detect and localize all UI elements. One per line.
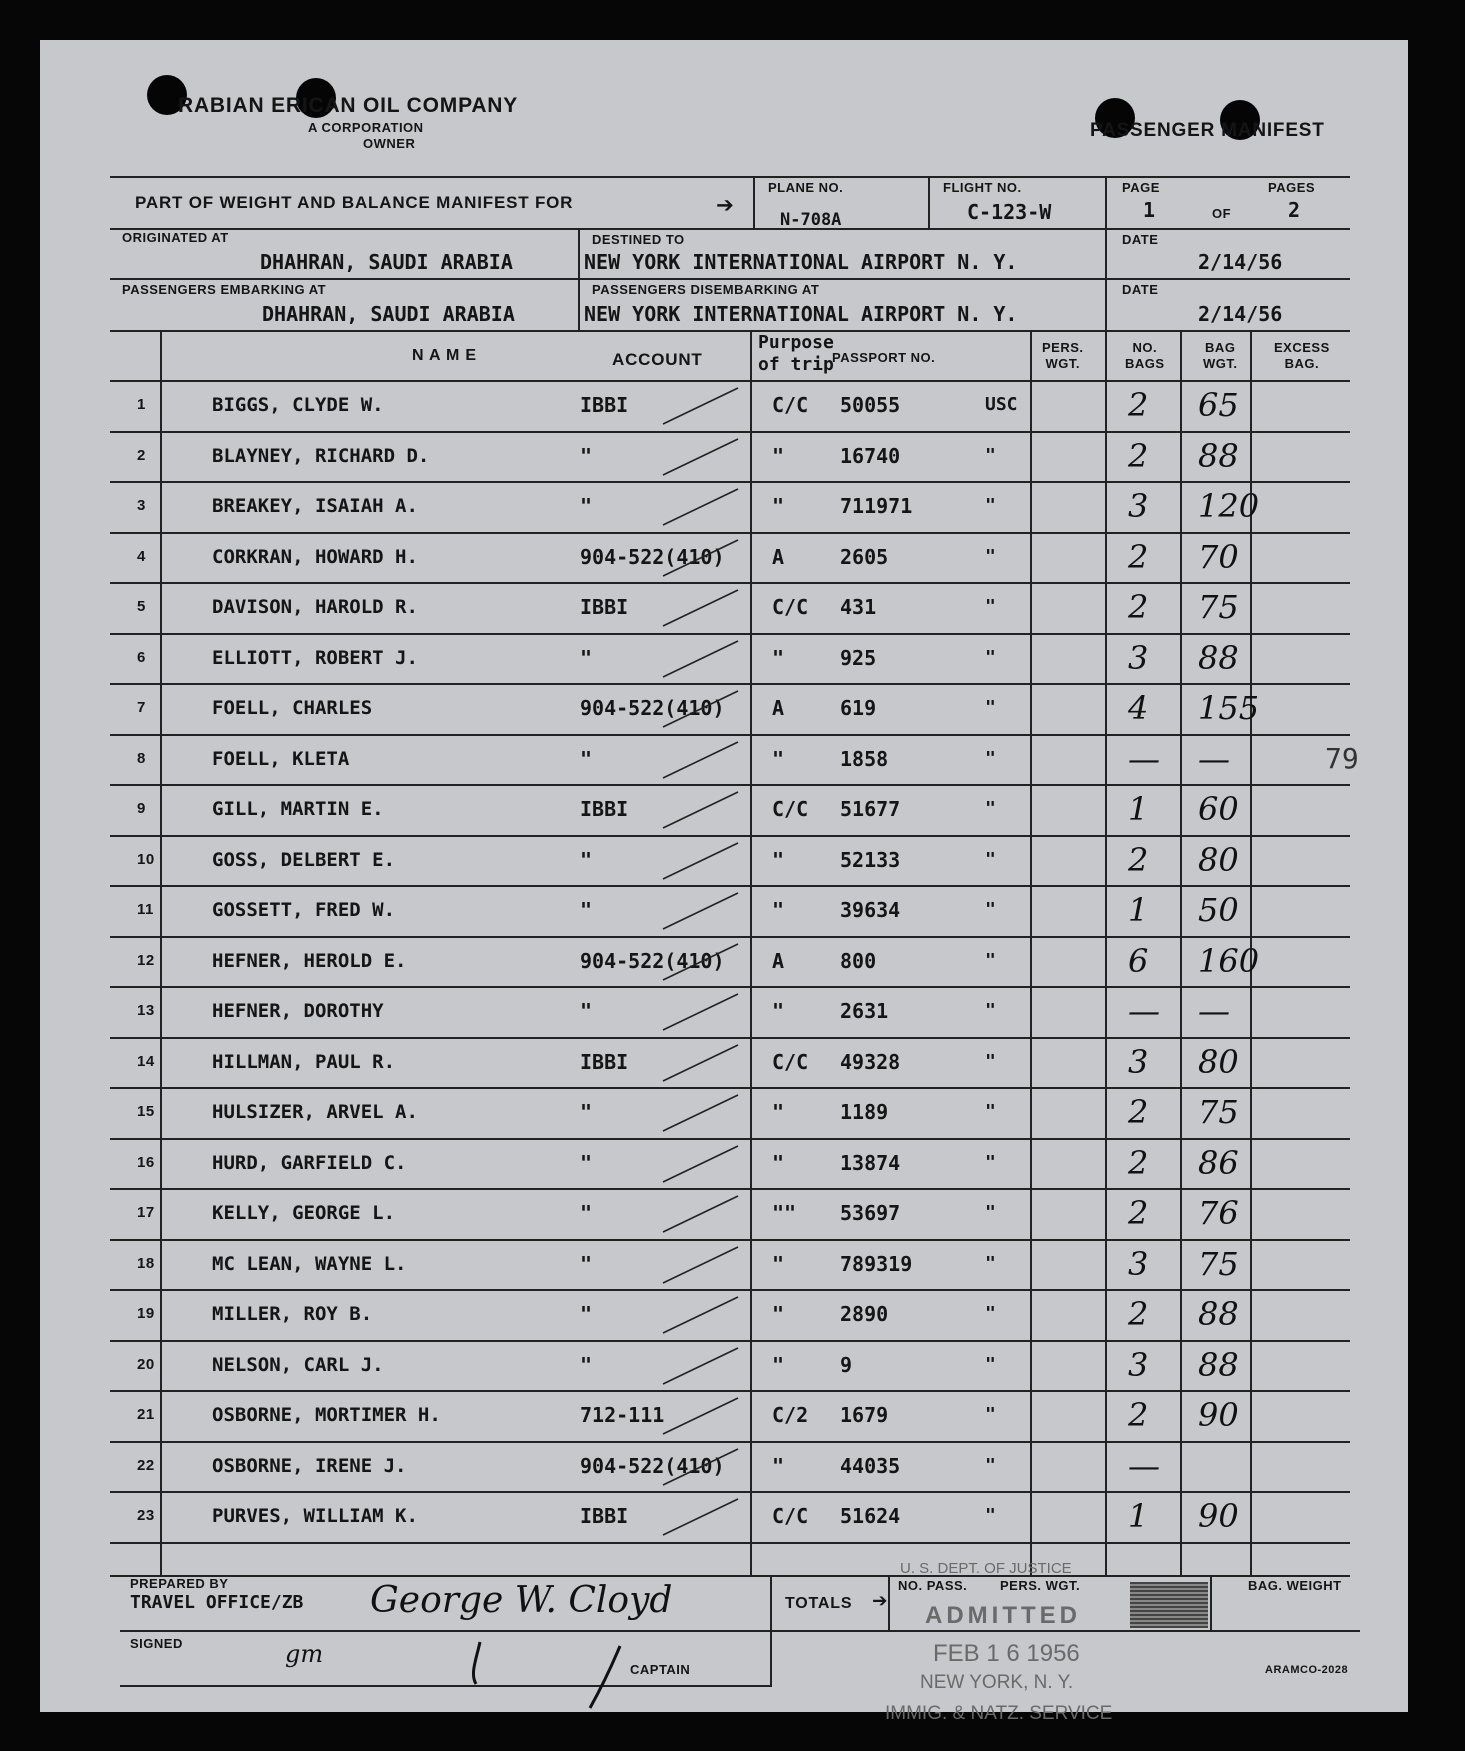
bag-weight: 155: [1198, 689, 1260, 727]
num-bags: 3: [1128, 1042, 1149, 1081]
purpose: A: [772, 544, 785, 569]
row-number: 20: [137, 1355, 155, 1373]
plane-label: PLANE NO.: [768, 180, 844, 195]
check-mark-icon: [658, 582, 748, 632]
col-passport: PASSPORT NO.: [832, 350, 936, 365]
account: 904-522(410): [580, 696, 725, 720]
date2-label: DATE: [1122, 282, 1159, 297]
disembarking-value: NEW YORK INTERNATIONAL AIRPORT N. Y.: [584, 302, 1018, 326]
row-number: 7: [137, 699, 146, 716]
check-mark-icon: [658, 1087, 748, 1137]
account: ": [580, 746, 593, 771]
manifest-sheet: [40, 40, 1408, 1724]
passenger-name: HEFNER, HEROLD E.: [212, 949, 407, 972]
passenger-name: BLAYNEY, RICHARD D.: [212, 444, 430, 467]
account: 904-522(410): [580, 948, 725, 973]
bag-weight: 80: [1198, 840, 1239, 879]
table-row: [40, 885, 1408, 936]
bag-weight: 75: [1198, 1244, 1239, 1283]
num-bags: 3: [1128, 1244, 1149, 1283]
passport-number: 1858: [840, 746, 889, 771]
table-row: [40, 431, 1408, 482]
row-number: 4: [137, 547, 146, 565]
bag-weight-label: BAG. WEIGHT: [1248, 1578, 1342, 1593]
bag-weight: 80: [1198, 1042, 1239, 1081]
bag-weight: 60: [1198, 790, 1239, 828]
account: IBBI: [580, 393, 629, 417]
passport-number: 44035: [840, 1453, 901, 1478]
purpose: ": [772, 847, 785, 872]
doc-title: PASSENGER MANIFEST: [1090, 120, 1325, 141]
arrow-right-icon: ➔: [716, 188, 735, 223]
table-row: [40, 936, 1408, 987]
account: ": [580, 443, 593, 468]
check-mark-icon: [658, 1188, 748, 1238]
nationality: ": [985, 848, 996, 870]
col-name: N A M E: [412, 347, 477, 364]
row-number: 8: [137, 749, 146, 767]
purpose: ": [772, 999, 785, 1023]
check-mark-icon: [658, 936, 748, 986]
row-number: 5: [137, 598, 146, 615]
col-excess: EXCESS BAG.: [1274, 340, 1330, 371]
company-sub1: A CORPORATION: [308, 120, 424, 135]
nationality: ": [985, 798, 996, 819]
date-value: 2/14/56: [1198, 250, 1283, 274]
account: 904-522(410): [580, 544, 725, 569]
purpose: C/C: [772, 1504, 809, 1528]
table-row: [40, 1138, 1408, 1189]
purpose: C/C: [772, 393, 809, 417]
pages-value: 2: [1288, 198, 1301, 222]
purpose: A: [772, 696, 785, 720]
pages-label: PAGES: [1268, 180, 1316, 195]
col-no-bags: NO. BAGS: [1125, 340, 1165, 371]
nationality: ": [985, 1151, 996, 1173]
check-mark-icon: [658, 633, 748, 683]
nationality: ": [985, 1505, 996, 1526]
num-bags: 1: [1128, 790, 1149, 828]
nationality: ": [985, 1454, 996, 1476]
row-number: 19: [137, 1305, 155, 1322]
check-mark-icon: [658, 1239, 748, 1289]
row-number: 12: [137, 951, 155, 969]
passport-number: 789319: [840, 1251, 913, 1276]
passport-number: 49328: [840, 1049, 901, 1074]
table-row: [40, 1441, 1408, 1492]
nationality: ": [985, 1000, 996, 1021]
nationality: ": [985, 545, 996, 567]
nationality: ": [985, 1050, 996, 1072]
num-bags: —: [1128, 992, 1160, 1030]
flight-label: FLIGHT NO.: [943, 180, 1022, 195]
table-row: [40, 481, 1408, 532]
account: 904-522(410): [580, 1453, 725, 1478]
nationality: ": [985, 596, 996, 617]
table-row: [40, 986, 1408, 1037]
bag-weight: 70: [1198, 537, 1239, 576]
table-row: [40, 1491, 1408, 1542]
excess-bag: 79: [1325, 741, 1359, 775]
account: ": [580, 1302, 593, 1326]
account: ": [580, 999, 593, 1023]
num-bags: 1: [1128, 1497, 1149, 1535]
purpose: ": [772, 746, 785, 771]
passport-number: 2631: [840, 999, 889, 1023]
passenger-name: CORKRAN, HOWARD H.: [212, 545, 418, 568]
purpose: ": [772, 645, 785, 670]
num-bags: 2: [1128, 386, 1149, 424]
row-number: 22: [137, 1456, 155, 1474]
purpose: C/C: [772, 1049, 809, 1074]
table-row: [40, 1390, 1408, 1441]
nationality: ": [985, 646, 996, 668]
num-bags: 2: [1128, 588, 1149, 626]
row-number: 23: [137, 1507, 155, 1524]
signed-label: SIGNED: [130, 1636, 183, 1651]
passport-number: 39634: [840, 898, 901, 922]
bag-weight: —: [1198, 992, 1230, 1030]
passport-number: 925: [840, 645, 877, 670]
table-row: [40, 1289, 1408, 1340]
passenger-name: ELLIOTT, ROBERT J.: [212, 646, 418, 669]
nationality: ": [985, 1202, 996, 1223]
purpose: ": [772, 443, 785, 468]
table-row: [40, 1239, 1408, 1290]
num-bags: 2: [1128, 1093, 1149, 1131]
num-bags: 3: [1128, 1345, 1149, 1384]
purpose: ": [772, 1352, 785, 1377]
originated-label: ORIGINATED AT: [122, 230, 229, 245]
stamp-admitted: ADMITTED: [925, 1602, 1081, 1629]
row-number: 1: [137, 396, 146, 413]
passenger-name: DAVISON, HAROLD R.: [212, 596, 418, 618]
preparer-signature: George W. Cloyd: [370, 1580, 673, 1621]
purpose: "": [772, 1201, 797, 1225]
table-row: [40, 1340, 1408, 1391]
check-mark-icon: [658, 784, 748, 834]
nationality: ": [985, 747, 996, 769]
account: ": [580, 898, 593, 922]
captain-label: CAPTAIN: [630, 1662, 691, 1677]
check-mark-icon: [658, 683, 748, 733]
num-bags: 6: [1128, 941, 1149, 980]
account: IBBI: [580, 595, 629, 619]
passport-number: 51677: [840, 797, 901, 821]
table-row: [40, 784, 1408, 835]
captain-signature: [440, 1640, 660, 1712]
passenger-name: PURVES, WILLIAM K.: [212, 1505, 418, 1527]
date2-value: 2/14/56: [1198, 302, 1283, 326]
row-number: 15: [137, 1103, 155, 1120]
bag-weight: 86: [1198, 1143, 1239, 1182]
table-row: [40, 1087, 1408, 1138]
prepared-value: TRAVEL OFFICE/ZB: [130, 1592, 304, 1613]
passport-number: 800: [840, 948, 877, 973]
account: ": [580, 1150, 593, 1175]
bag-weight: 75: [1198, 588, 1239, 626]
account: IBBI: [580, 797, 629, 821]
date-label: DATE: [1122, 232, 1159, 247]
bag-weight: 75: [1198, 1093, 1239, 1131]
col-bag-wgt: BAG WGT.: [1203, 340, 1238, 371]
bag-weight: 88: [1198, 1345, 1239, 1384]
passport-number: 2890: [840, 1302, 889, 1326]
num-bags: 3: [1128, 638, 1149, 677]
bag-weight: 90: [1198, 1497, 1239, 1535]
row-number: 3: [137, 497, 146, 514]
row-number: 18: [137, 1254, 155, 1272]
row-number: 13: [137, 1002, 155, 1019]
table-row: [40, 734, 1408, 785]
purpose: A: [772, 948, 785, 973]
bag-weight: 50: [1198, 891, 1239, 929]
flight-value: C-123-W: [967, 200, 1052, 224]
passport-number: 711971: [840, 494, 913, 518]
check-mark-icon: [658, 734, 748, 784]
destined-label: DESTINED TO: [592, 232, 685, 247]
bag-weight: 65: [1198, 386, 1239, 424]
account: ": [580, 847, 593, 872]
pers-wgt-label: PERS. WGT.: [1000, 1578, 1081, 1593]
bag-weight: 90: [1198, 1396, 1239, 1434]
bag-weight: 88: [1198, 436, 1239, 475]
check-mark-icon: [658, 1491, 748, 1541]
passport-number: 431: [840, 595, 877, 619]
stamp-service: IMMIG. & NATZ. SERVICE: [885, 1703, 1113, 1724]
passenger-name: GOSS, DELBERT E.: [212, 848, 396, 871]
arrow-right-icon: ➔: [872, 1586, 888, 1616]
table-row: [40, 1037, 1408, 1088]
purpose: ": [772, 1302, 785, 1326]
stamp-date: FEB 1 6 1956: [933, 1640, 1080, 1667]
purpose: ": [772, 494, 785, 518]
passenger-name: HULSIZER, ARVEL A.: [212, 1101, 418, 1123]
shaded-box: [1130, 1582, 1208, 1628]
destined-value: NEW YORK INTERNATIONAL AIRPORT N. Y.: [584, 250, 1018, 274]
check-mark-icon: [658, 1289, 748, 1339]
check-mark-icon: [658, 481, 748, 531]
passenger-name: HILLMAN, PAUL R.: [212, 1050, 396, 1073]
passport-number: 50055: [840, 393, 901, 417]
bag-weight: 88: [1198, 638, 1239, 677]
company-name: RABIAN ERICAN OIL COMPANY: [178, 94, 519, 117]
table-row: [40, 532, 1408, 583]
num-bags: 2: [1128, 840, 1149, 879]
passport-number: 13874: [840, 1150, 901, 1175]
passenger-name: FOELL, KLETA: [212, 747, 350, 770]
purpose: ": [772, 1150, 785, 1175]
col-pers-wgt: PERS. WGT.: [1042, 340, 1084, 371]
account: ": [580, 645, 593, 670]
plane-value: N-708A: [780, 210, 842, 230]
num-bags: 2: [1128, 537, 1149, 576]
num-bags: —: [1128, 1446, 1160, 1485]
stamp-city: NEW YORK, N. Y.: [920, 1672, 1074, 1693]
check-mark-icon: [658, 885, 748, 935]
row-number: 10: [137, 850, 155, 868]
stamp-dept: U. S. DEPT. OF JUSTICE: [900, 1560, 1072, 1577]
bag-weight: 160: [1198, 941, 1260, 980]
check-mark-icon: [658, 986, 748, 1036]
nationality: ": [985, 899, 996, 920]
num-bags: 2: [1128, 1295, 1149, 1333]
passenger-name: HEFNER, DOROTHY: [212, 1000, 384, 1022]
totals-label: TOTALS: [785, 1595, 853, 1612]
row-number: 11: [137, 901, 154, 918]
passenger-name: GILL, MARTIN E.: [212, 798, 384, 820]
passport-number: 53697: [840, 1201, 901, 1225]
passenger-name: HURD, GARFIELD C.: [212, 1151, 407, 1174]
nationality: ": [985, 1252, 996, 1274]
passenger-name: GOSSETT, FRED W.: [212, 899, 396, 921]
nationality: ": [985, 1353, 996, 1375]
passport-number: 51624: [840, 1504, 901, 1528]
check-mark-icon: [658, 1340, 748, 1390]
num-bags: 1: [1128, 891, 1149, 929]
passenger-name: MILLER, ROY B.: [212, 1303, 373, 1325]
account: 712-111: [580, 1403, 665, 1427]
bag-weight: 88: [1198, 1295, 1239, 1333]
table-row: [40, 683, 1408, 734]
account: ": [580, 1100, 593, 1124]
passenger-name: OSBORNE, IRENE J.: [212, 1454, 407, 1477]
nationality: ": [985, 495, 996, 516]
row-number: 21: [137, 1406, 155, 1423]
purpose: ": [772, 898, 785, 922]
form-number: ARAMCO-2028: [1265, 1664, 1349, 1676]
of-label: OF: [1212, 206, 1232, 221]
nationality: ": [985, 444, 996, 466]
disembarking-label: PASSENGERS DISEMBARKING AT: [592, 282, 820, 297]
row-number: 6: [137, 648, 146, 666]
page-label: PAGE: [1122, 180, 1160, 195]
bag-weight: 76: [1198, 1194, 1239, 1232]
row-number: 9: [137, 800, 146, 817]
check-mark-icon: [658, 380, 748, 430]
num-bags: 2: [1128, 436, 1149, 475]
page-value: 1: [1143, 198, 1156, 222]
num-bags: 4: [1128, 689, 1149, 727]
bag-weight: —: [1198, 739, 1230, 778]
account: ": [580, 1251, 593, 1276]
signed-initials: gm: [285, 1640, 324, 1668]
no-pass-label: NO. PASS.: [898, 1578, 968, 1593]
passport-number: 1189: [840, 1100, 889, 1124]
num-bags: 3: [1128, 487, 1149, 525]
check-mark-icon: [658, 1138, 748, 1188]
table-row: [40, 582, 1408, 633]
row-number: 17: [137, 1204, 155, 1221]
passenger-name: OSBORNE, MORTIMER H.: [212, 1404, 441, 1426]
table-row: [40, 835, 1408, 886]
check-mark-icon: [658, 835, 748, 885]
account: IBBI: [580, 1049, 629, 1074]
passport-number: 1679: [840, 1403, 889, 1427]
bag-weight: 120: [1198, 487, 1260, 525]
col-account: ACCOUNT: [612, 350, 703, 369]
row-number: 16: [137, 1153, 155, 1171]
prepared-label: PREPARED BY: [130, 1576, 229, 1591]
account: IBBI: [580, 1504, 629, 1528]
row-number: 2: [137, 446, 146, 464]
passport-number: 619: [840, 696, 877, 720]
table-row: [40, 380, 1408, 431]
nationality: ": [985, 1101, 996, 1122]
check-mark-icon: [658, 532, 748, 582]
nationality: ": [985, 1303, 996, 1324]
num-bags: —: [1128, 739, 1160, 778]
table-row: [40, 1188, 1408, 1239]
passenger-name: MC LEAN, WAYNE L.: [212, 1252, 407, 1275]
col-purpose: Purpose of trip: [758, 332, 834, 375]
nationality: ": [985, 949, 996, 971]
nationality: USC: [985, 394, 1018, 415]
purpose: ": [772, 1251, 785, 1276]
passenger-name: BIGGS, CLYDE W.: [212, 394, 384, 416]
passenger-name: KELLY, GEORGE L.: [212, 1202, 396, 1224]
part-of-label: PART OF WEIGHT AND BALANCE MANIFEST FOR: [135, 193, 574, 212]
embarking-label: PASSENGERS EMBARKING AT: [122, 282, 327, 297]
num-bags: 2: [1128, 1396, 1149, 1434]
nationality: ": [985, 1404, 996, 1425]
row-number: 14: [137, 1052, 155, 1070]
passenger-name: FOELL, CHARLES: [212, 697, 373, 719]
passport-number: 2605: [840, 544, 889, 569]
purpose: ": [772, 1453, 785, 1478]
originated-value: DHAHRAN, SAUDI ARABIA: [260, 250, 513, 274]
account: ": [580, 494, 593, 518]
purpose: C/C: [772, 595, 809, 619]
purpose: C/C: [772, 797, 809, 821]
check-mark-icon: [658, 1390, 748, 1440]
table-row: [40, 633, 1408, 684]
num-bags: 2: [1128, 1143, 1149, 1182]
passenger-name: BREAKEY, ISAIAH A.: [212, 495, 418, 517]
check-mark-icon: [658, 1037, 748, 1087]
account: ": [580, 1352, 593, 1377]
account: ": [580, 1201, 593, 1225]
num-bags: 2: [1128, 1194, 1149, 1232]
company-sub2: OWNER: [363, 136, 416, 151]
embarking-value: DHAHRAN, SAUDI ARABIA: [262, 302, 515, 326]
passport-number: 16740: [840, 443, 901, 468]
passport-number: 9: [840, 1352, 853, 1377]
purpose: ": [772, 1100, 785, 1124]
check-mark-icon: [658, 1441, 748, 1491]
purpose: C/2: [772, 1403, 809, 1427]
passenger-name: NELSON, CARL J.: [212, 1353, 384, 1376]
check-mark-icon: [658, 431, 748, 481]
nationality: ": [985, 697, 996, 718]
passport-number: 52133: [840, 847, 901, 872]
